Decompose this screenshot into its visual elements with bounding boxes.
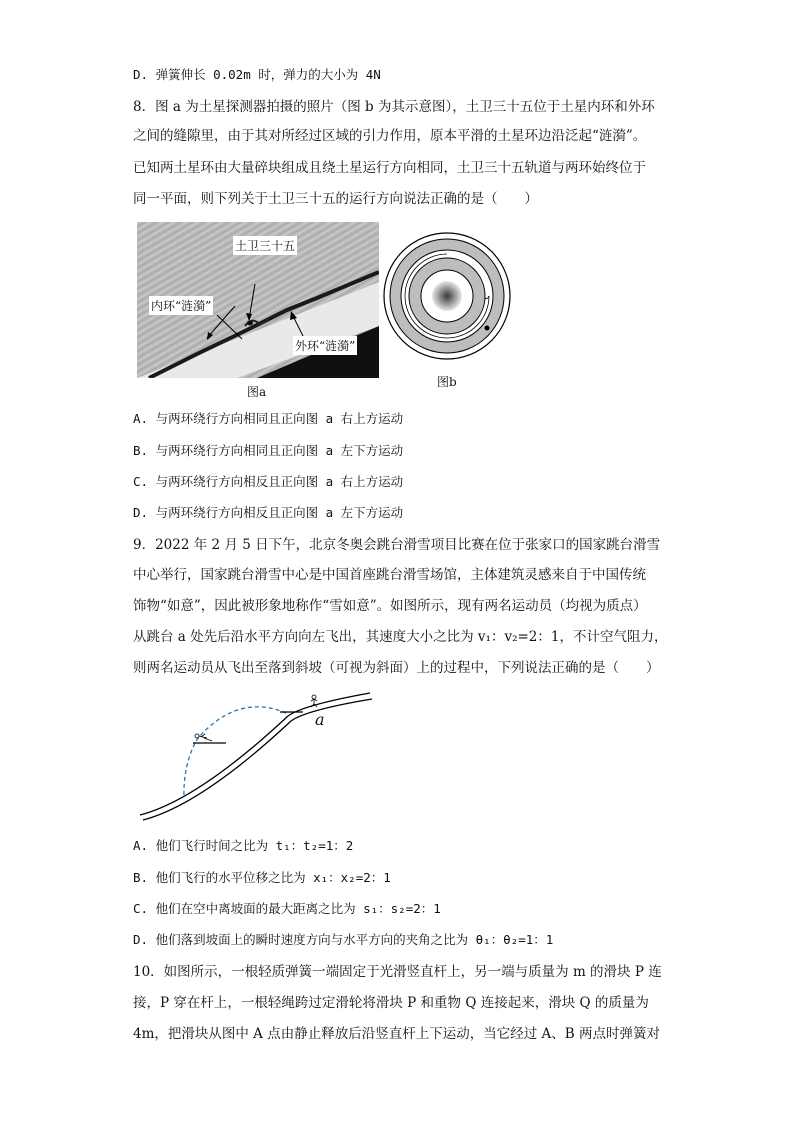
q7-option-d: D. 弹簧伸长 0.02m 时，弹力的大小为 4N <box>133 67 381 82</box>
q9-stem-line-5: 则两名运动员从飞出至落到斜坡（可视为斜面）上的过程中，下列说法正确的是（ ） <box>133 660 660 676</box>
label-inner-ripple: 内环“涟漪” <box>149 296 213 315</box>
q8-option-d: D. 与两环绕行方向相反且正向图 a 左下方运动 <box>133 505 404 520</box>
q8-figure-a <box>137 222 379 378</box>
q10-stem-line-1: 10．如图所示，一根轻质弹簧一端固定于光滑竖直杆上，另一端与质量为 m 的滑块 P 连 <box>133 964 662 980</box>
caption-figure-b: 图b <box>437 375 457 389</box>
q9-stem-line-2: 中心举行，国家跳台滑雪中心是中国首座跳台滑雪场馆，主体建筑灵感来自于中国传统 <box>133 567 646 583</box>
q9-figure <box>138 688 373 823</box>
q9-stem-line-4: 从跳台 a 处先后沿水平方向向左飞出，其速度大小之比为 v₁：v₂=2：1，不计空气阻力， <box>133 629 668 645</box>
q9-option-d: D. 他们落到坡面上的瞬时速度方向与水平方向的夹角之比为 θ₁：θ₂=1：1 <box>133 932 554 947</box>
q9-stem-line-1: 9．2022 年 2 月 5 日下午，北京冬奥会跳台滑雪项目比赛在位于张家口的国家跳台滑雪 <box>133 537 661 553</box>
q10-stem-line-3: 4m，把滑块从图中 A 点由静止释放后沿竖直杆上下运动，当它经过 A、B 两点时弹簧对 <box>133 1026 660 1042</box>
q9-option-c: C. 他们在空中离坡面的最大距离之比为 s₁：s₂=2：1 <box>133 901 441 916</box>
q8-stem-line-1: 8．图 a 为土星探测器拍摄的照片（图 b 为其示意图），土卫三十五位于土星内环和外环 <box>133 99 655 115</box>
q8-option-b: B. 与两环绕行方向相同且正向图 a 左下方运动 <box>133 443 404 458</box>
label-moon: 土卫三十五 <box>233 236 297 255</box>
q9-option-b: B. 他们飞行的水平位移之比为 x₁：x₂=2：1 <box>133 870 391 885</box>
caption-figure-a: 图a <box>247 385 267 399</box>
q8-option-c: C. 与两环绕行方向相反且正向图 a 右上方运动 <box>133 474 404 489</box>
q9-option-a: A. 他们飞行时间之比为 t₁：t₂=1：2 <box>133 838 354 853</box>
q8-stem-line-2: 之间的缝隙里，由于其对所经过区域的引力作用，原本平滑的土星环边沿泛起“涟漪”。 <box>133 128 647 144</box>
q8-stem-line-4: 同一平面，则下列关于土卫三十五的运行方向说法正确的是（ ） <box>133 191 538 207</box>
q10-stem-line-2: 接，P 穿在杆上，一根轻绳跨过定滑轮将滑块 P 和重物 Q 连接起来，滑块 Q 的质量为 <box>133 995 649 1011</box>
moon-marker <box>247 321 253 326</box>
label-outer-ripple: 外环“涟漪” <box>293 336 357 355</box>
ski-slope-diagram <box>138 688 373 823</box>
moon-dot <box>485 326 490 331</box>
point-a-label: a <box>315 710 325 729</box>
q8-stem-line-3: 已知两土星环由大量碎块组成且绕土星运行方向相同，土卫三十五轨道与两环始终位于 <box>133 160 646 176</box>
q9-stem-line-3: 饰物“如意”，因此被形象地称作“雪如意”。如图所示，现有两名运动员（均视为质点） <box>133 598 647 614</box>
ring-schematic <box>382 231 512 361</box>
q8-option-a: A. 与两环绕行方向相同且正向图 a 右上方运动 <box>133 411 404 426</box>
q8-figure-b <box>382 231 512 361</box>
